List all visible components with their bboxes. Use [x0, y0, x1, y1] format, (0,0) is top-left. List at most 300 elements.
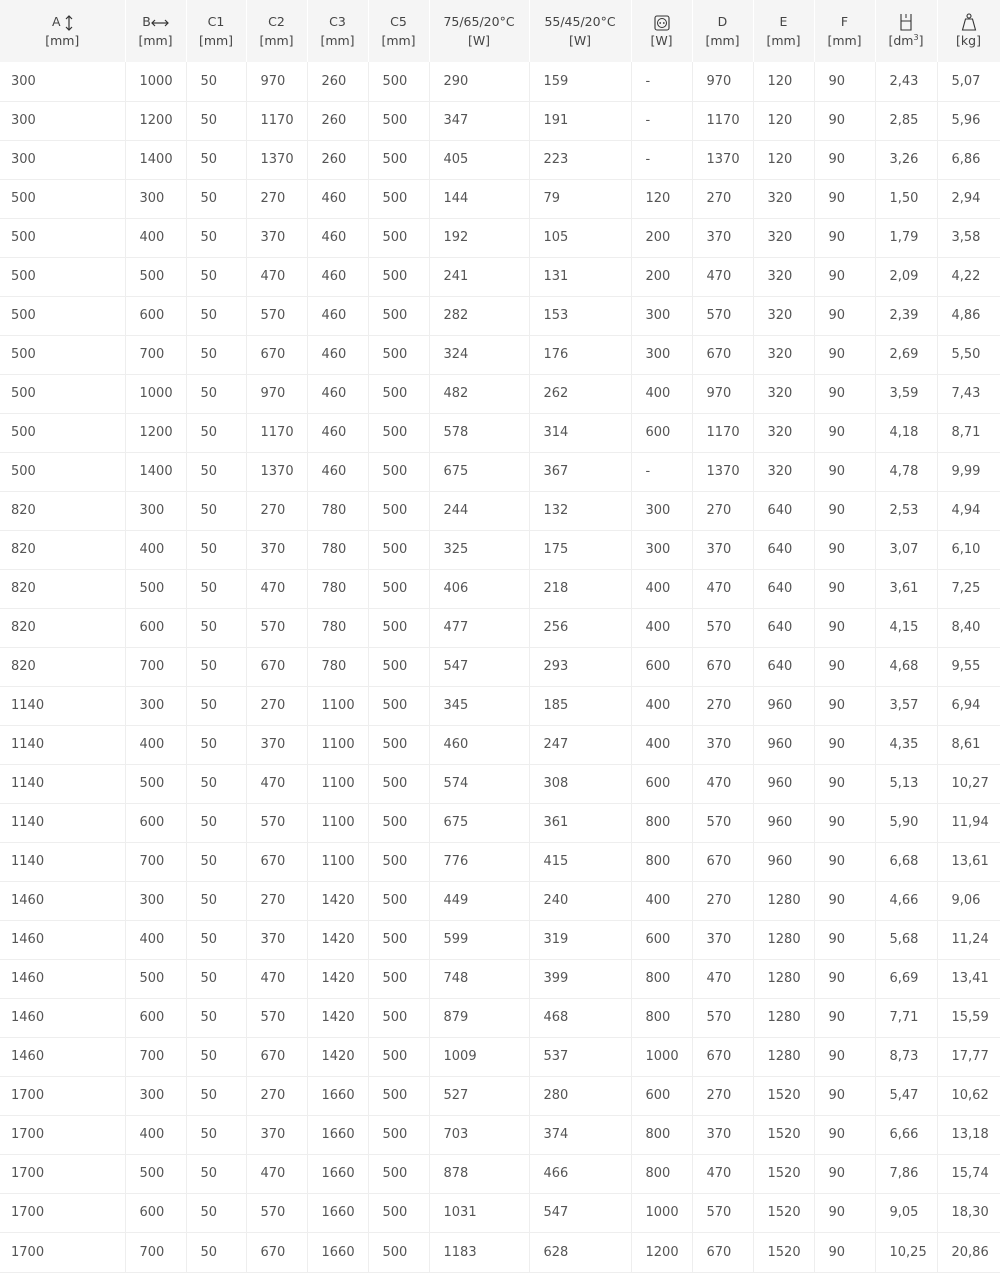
cell-c2: 470	[246, 764, 307, 803]
header-weight	[937, 0, 1000, 62]
table-row	[0, 608, 1000, 647]
cell-b: 1200	[125, 101, 186, 140]
header-b-label: B	[142, 14, 151, 29]
cell-c1: 50	[186, 1232, 246, 1272]
cell-c3: 780	[307, 491, 368, 530]
cell-electric-power: 800	[631, 998, 692, 1037]
cell-c3: 1660	[307, 1115, 368, 1154]
cell-c3: 780	[307, 569, 368, 608]
cell-f: 90	[814, 842, 875, 881]
cell-d: 570	[692, 296, 753, 335]
cell-c5: 500	[368, 881, 429, 920]
cell-b: 700	[125, 647, 186, 686]
cell-c1: 50	[186, 530, 246, 569]
cell-c1: 50	[186, 686, 246, 725]
cell-d: 270	[692, 1076, 753, 1115]
cell-weight: 6,10	[937, 530, 1000, 569]
cell-c3: 1100	[307, 842, 368, 881]
cell-f: 90	[814, 1115, 875, 1154]
cell-c1: 50	[186, 1115, 246, 1154]
cell-electric-power: 600	[631, 413, 692, 452]
water-volume-icon	[898, 13, 914, 31]
cell-e: 320	[753, 179, 814, 218]
cell-f: 90	[814, 140, 875, 179]
cell-c2: 270	[246, 881, 307, 920]
cell-output-55-45: 223	[529, 140, 631, 179]
cell-c3: 1420	[307, 920, 368, 959]
cell-c1: 50	[186, 842, 246, 881]
table-row	[0, 647, 1000, 686]
cell-c2: 1170	[246, 413, 307, 452]
cell-weight: 11,24	[937, 920, 1000, 959]
cell-output-75-65: 192	[429, 218, 529, 257]
cell-b: 600	[125, 608, 186, 647]
cell-e: 640	[753, 569, 814, 608]
cell-electric-power: 600	[631, 1076, 692, 1115]
cell-f: 90	[814, 101, 875, 140]
cell-output-55-45: 176	[529, 335, 631, 374]
cell-output-55-45: 185	[529, 686, 631, 725]
cell-c2: 370	[246, 1115, 307, 1154]
cell-e: 320	[753, 374, 814, 413]
cell-electric-power: 1200	[631, 1232, 692, 1272]
cell-c1: 50	[186, 764, 246, 803]
cell-water-volume: 4,78	[875, 452, 937, 491]
cell-f: 90	[814, 218, 875, 257]
header-e	[753, 0, 814, 62]
cell-b: 500	[125, 257, 186, 296]
cell-f: 90	[814, 257, 875, 296]
cell-d: 670	[692, 842, 753, 881]
cell-a: 1460	[0, 920, 125, 959]
cell-output-75-65: 879	[429, 998, 529, 1037]
cell-output-55-45: 262	[529, 374, 631, 413]
cell-electric-power: 400	[631, 686, 692, 725]
cell-e: 1520	[753, 1076, 814, 1115]
cell-c2: 970	[246, 62, 307, 101]
cell-f: 90	[814, 881, 875, 920]
cell-c3: 780	[307, 647, 368, 686]
cell-water-volume: 10,25	[875, 1232, 937, 1272]
cell-output-75-65: 599	[429, 920, 529, 959]
cell-output-55-45: 308	[529, 764, 631, 803]
cell-output-55-45: 293	[529, 647, 631, 686]
cell-output-55-45: 175	[529, 530, 631, 569]
cell-electric-power: 200	[631, 257, 692, 296]
cell-output-55-45: 415	[529, 842, 631, 881]
cell-e: 320	[753, 335, 814, 374]
cell-output-75-65: 282	[429, 296, 529, 335]
cell-output-55-45: 374	[529, 1115, 631, 1154]
table-row	[0, 686, 1000, 725]
cell-c2: 370	[246, 218, 307, 257]
cell-b: 300	[125, 1076, 186, 1115]
cell-weight: 6,94	[937, 686, 1000, 725]
cell-weight: 15,59	[937, 998, 1000, 1037]
cell-water-volume: 2,85	[875, 101, 937, 140]
cell-electric-power: 120	[631, 179, 692, 218]
table-body	[0, 62, 1000, 1272]
cell-b: 300	[125, 686, 186, 725]
cell-water-volume: 3,07	[875, 530, 937, 569]
cell-water-volume: 7,86	[875, 1154, 937, 1193]
cell-electric-power: 1000	[631, 1037, 692, 1076]
cell-c3: 1100	[307, 686, 368, 725]
cell-weight: 3,58	[937, 218, 1000, 257]
cell-b: 700	[125, 1232, 186, 1272]
cell-e: 960	[753, 803, 814, 842]
cell-weight: 4,94	[937, 491, 1000, 530]
cell-a: 300	[0, 101, 125, 140]
header-output-75-65	[429, 0, 529, 62]
horizontal-arrow-icon	[151, 19, 169, 27]
cell-c2: 270	[246, 1076, 307, 1115]
cell-electric-power: 400	[631, 725, 692, 764]
cell-water-volume: 6,68	[875, 842, 937, 881]
header-c3-label: C3	[329, 14, 346, 29]
cell-water-volume: 7,71	[875, 998, 937, 1037]
header-water-volume-unit: $[dm^3]$	[888, 33, 924, 49]
cell-c1: 50	[186, 959, 246, 998]
cell-c2: 1370	[246, 140, 307, 179]
cell-water-volume: 5,68	[875, 920, 937, 959]
cell-c5: 500	[368, 335, 429, 374]
cell-c5: 500	[368, 1232, 429, 1272]
cell-a: 1460	[0, 1037, 125, 1076]
cell-electric-power: 300	[631, 530, 692, 569]
cell-output-55-45: 537	[529, 1037, 631, 1076]
cell-a: 300	[0, 62, 125, 101]
header-output-55-45	[529, 0, 631, 62]
header-water-volume	[875, 0, 937, 62]
cell-c2: 370	[246, 530, 307, 569]
table-row	[0, 1076, 1000, 1115]
cell-c3: 1420	[307, 1037, 368, 1076]
cell-electric-power: 600	[631, 920, 692, 959]
cell-c1: 50	[186, 413, 246, 452]
cell-weight: 10,27	[937, 764, 1000, 803]
cell-output-55-45: 628	[529, 1232, 631, 1272]
cell-water-volume: 5,90	[875, 803, 937, 842]
cell-water-volume: 3,59	[875, 374, 937, 413]
table-row	[0, 101, 1000, 140]
cell-a: 1140	[0, 764, 125, 803]
cell-water-volume: 5,47	[875, 1076, 937, 1115]
cell-c5: 500	[368, 1076, 429, 1115]
cell-c2: 470	[246, 569, 307, 608]
cell-weight: 10,62	[937, 1076, 1000, 1115]
cell-d: 370	[692, 218, 753, 257]
header-a-unit: [mm]	[45, 33, 80, 48]
cell-d: 270	[692, 491, 753, 530]
header-output-75-65-unit: [W]	[467, 33, 491, 48]
cell-water-volume: 2,43	[875, 62, 937, 101]
cell-c3: 460	[307, 218, 368, 257]
cell-electric-power: -	[631, 101, 692, 140]
header-output-55-45-unit: [W]	[568, 33, 592, 48]
cell-a: 500	[0, 179, 125, 218]
cell-c1: 50	[186, 335, 246, 374]
cell-c1: 50	[186, 491, 246, 530]
cell-output-75-65: 776	[429, 842, 529, 881]
table-row	[0, 218, 1000, 257]
cell-a: 1700	[0, 1076, 125, 1115]
cell-a: 500	[0, 296, 125, 335]
cell-d: 470	[692, 569, 753, 608]
cell-d: 370	[692, 530, 753, 569]
cell-d: 1370	[692, 452, 753, 491]
cell-a: 820	[0, 647, 125, 686]
cell-output-55-45: 218	[529, 569, 631, 608]
cell-c2: 970	[246, 374, 307, 413]
cell-water-volume: 3,61	[875, 569, 937, 608]
cell-a: 820	[0, 569, 125, 608]
cell-a: 820	[0, 530, 125, 569]
cell-output-75-65: 347	[429, 101, 529, 140]
table-row	[0, 257, 1000, 296]
header-f-unit: [mm]	[827, 33, 862, 48]
cell-f: 90	[814, 296, 875, 335]
cell-f: 90	[814, 374, 875, 413]
cell-c2: 270	[246, 491, 307, 530]
cell-e: 960	[753, 842, 814, 881]
cell-c1: 50	[186, 569, 246, 608]
cell-e: 320	[753, 452, 814, 491]
cell-electric-power: 400	[631, 608, 692, 647]
cell-c1: 50	[186, 725, 246, 764]
cell-c1: 50	[186, 452, 246, 491]
cell-d: 1170	[692, 413, 753, 452]
cell-c5: 500	[368, 296, 429, 335]
cell-output-75-65: 144	[429, 179, 529, 218]
cell-weight: 17,77	[937, 1037, 1000, 1076]
table-row	[0, 1193, 1000, 1232]
cell-c3: 1420	[307, 998, 368, 1037]
cell-c5: 500	[368, 998, 429, 1037]
cell-a: 500	[0, 335, 125, 374]
cell-water-volume: 2,53	[875, 491, 937, 530]
table-row	[0, 530, 1000, 569]
cell-c5: 500	[368, 101, 429, 140]
cell-output-75-65: 1183	[429, 1232, 529, 1272]
cell-output-75-65: 244	[429, 491, 529, 530]
cell-a: 1700	[0, 1154, 125, 1193]
table-row	[0, 920, 1000, 959]
cell-e: 960	[753, 764, 814, 803]
cell-e: 960	[753, 686, 814, 725]
cell-water-volume: 4,18	[875, 413, 937, 452]
cell-output-55-45: 153	[529, 296, 631, 335]
header-d	[692, 0, 753, 62]
cell-electric-power: 400	[631, 569, 692, 608]
cell-weight: 11,94	[937, 803, 1000, 842]
table-header	[0, 0, 1000, 62]
cell-output-55-45: 131	[529, 257, 631, 296]
header-f-label: F	[840, 14, 849, 29]
cell-output-55-45: 191	[529, 101, 631, 140]
cell-a: 1700	[0, 1115, 125, 1154]
cell-a: 1460	[0, 881, 125, 920]
cell-weight: 4,86	[937, 296, 1000, 335]
cell-electric-power: 1000	[631, 1193, 692, 1232]
cell-e: 1280	[753, 881, 814, 920]
cell-electric-power: 600	[631, 764, 692, 803]
cell-b: 400	[125, 530, 186, 569]
cell-c5: 500	[368, 374, 429, 413]
cell-d: 670	[692, 647, 753, 686]
cell-b: 400	[125, 920, 186, 959]
cell-d: 570	[692, 803, 753, 842]
cell-c2: 670	[246, 1232, 307, 1272]
cell-weight: 2,94	[937, 179, 1000, 218]
cell-b: 300	[125, 881, 186, 920]
cell-water-volume: 9,05	[875, 1193, 937, 1232]
cell-weight: 15,74	[937, 1154, 1000, 1193]
cell-output-75-65: 675	[429, 452, 529, 491]
cell-c5: 500	[368, 530, 429, 569]
cell-water-volume: 4,35	[875, 725, 937, 764]
header-a-label: A	[51, 14, 61, 29]
cell-b: 700	[125, 842, 186, 881]
cell-f: 90	[814, 569, 875, 608]
cell-e: 1280	[753, 959, 814, 998]
table-row	[0, 998, 1000, 1037]
cell-f: 90	[814, 764, 875, 803]
cell-a: 1460	[0, 959, 125, 998]
cell-weight: 13,41	[937, 959, 1000, 998]
cell-c5: 500	[368, 803, 429, 842]
cell-f: 90	[814, 1154, 875, 1193]
table-row	[0, 842, 1000, 881]
cell-c5: 500	[368, 1193, 429, 1232]
cell-water-volume: 6,66	[875, 1115, 937, 1154]
cell-f: 90	[814, 959, 875, 998]
header-c5-unit: [mm]	[381, 33, 416, 48]
cell-output-55-45: 79	[529, 179, 631, 218]
cell-output-55-45: 132	[529, 491, 631, 530]
cell-c5: 500	[368, 62, 429, 101]
cell-c3: 780	[307, 608, 368, 647]
cell-f: 90	[814, 179, 875, 218]
cell-c5: 500	[368, 569, 429, 608]
cell-c2: 470	[246, 257, 307, 296]
cell-water-volume: 4,15	[875, 608, 937, 647]
header-c2-label: C2	[268, 14, 285, 29]
cell-output-55-45: 319	[529, 920, 631, 959]
header-c2-unit: [mm]	[259, 33, 294, 48]
cell-electric-power: -	[631, 62, 692, 101]
cell-water-volume: 3,26	[875, 140, 937, 179]
cell-electric-power: 800	[631, 1154, 692, 1193]
cell-a: 1700	[0, 1193, 125, 1232]
cell-c5: 500	[368, 1037, 429, 1076]
header-c2	[246, 0, 307, 62]
cell-d: 470	[692, 959, 753, 998]
cell-c2: 570	[246, 803, 307, 842]
cell-d: 270	[692, 179, 753, 218]
cell-f: 90	[814, 803, 875, 842]
cell-electric-power: 800	[631, 1115, 692, 1154]
cell-c5: 500	[368, 413, 429, 452]
header-row	[0, 0, 1000, 62]
table-row	[0, 179, 1000, 218]
cell-d: 1170	[692, 101, 753, 140]
cell-c3: 460	[307, 413, 368, 452]
cell-electric-power: 300	[631, 491, 692, 530]
cell-c1: 50	[186, 608, 246, 647]
cell-electric-power: 800	[631, 842, 692, 881]
cell-water-volume: 6,69	[875, 959, 937, 998]
table-row	[0, 1115, 1000, 1154]
cell-e: 1520	[753, 1193, 814, 1232]
table-row	[0, 881, 1000, 920]
cell-b: 600	[125, 998, 186, 1037]
cell-c5: 500	[368, 491, 429, 530]
cell-b: 400	[125, 1115, 186, 1154]
header-c1	[186, 0, 246, 62]
cell-electric-power: -	[631, 140, 692, 179]
cell-b: 1000	[125, 62, 186, 101]
table-row	[0, 413, 1000, 452]
table-row	[0, 959, 1000, 998]
cell-c5: 500	[368, 959, 429, 998]
cell-d: 670	[692, 1232, 753, 1272]
cell-c3: 1420	[307, 881, 368, 920]
cell-weight: 5,07	[937, 62, 1000, 101]
cell-a: 1700	[0, 1232, 125, 1272]
cell-c1: 50	[186, 257, 246, 296]
cell-c3: 460	[307, 257, 368, 296]
cell-f: 90	[814, 608, 875, 647]
cell-output-75-65: 1009	[429, 1037, 529, 1076]
cell-f: 90	[814, 1232, 875, 1272]
cell-c2: 370	[246, 725, 307, 764]
cell-c1: 50	[186, 803, 246, 842]
cell-output-55-45: 468	[529, 998, 631, 1037]
cell-weight: 7,25	[937, 569, 1000, 608]
cell-a: 500	[0, 257, 125, 296]
header-d-label: D	[717, 14, 728, 29]
cell-weight: 9,99	[937, 452, 1000, 491]
cell-output-75-65: 460	[429, 725, 529, 764]
cell-e: 320	[753, 218, 814, 257]
cell-f: 90	[814, 647, 875, 686]
cell-b: 700	[125, 1037, 186, 1076]
cell-electric-power: 300	[631, 296, 692, 335]
cell-b: 1400	[125, 452, 186, 491]
cell-weight: 6,86	[937, 140, 1000, 179]
table-row	[0, 140, 1000, 179]
cell-c1: 50	[186, 218, 246, 257]
cell-d: 570	[692, 1193, 753, 1232]
header-c1-label: C1	[207, 14, 225, 29]
cell-output-75-65: 406	[429, 569, 529, 608]
cell-c2: 570	[246, 296, 307, 335]
cell-b: 600	[125, 1193, 186, 1232]
cell-c5: 500	[368, 257, 429, 296]
cell-c2: 570	[246, 608, 307, 647]
cell-c1: 50	[186, 140, 246, 179]
cell-weight: 9,55	[937, 647, 1000, 686]
cell-output-75-65: 547	[429, 647, 529, 686]
cell-electric-power: -	[631, 452, 692, 491]
cell-e: 640	[753, 647, 814, 686]
cell-a: 500	[0, 413, 125, 452]
cell-output-75-65: 325	[429, 530, 529, 569]
cell-output-55-45: 240	[529, 881, 631, 920]
cell-a: 500	[0, 452, 125, 491]
cell-water-volume: 3,57	[875, 686, 937, 725]
